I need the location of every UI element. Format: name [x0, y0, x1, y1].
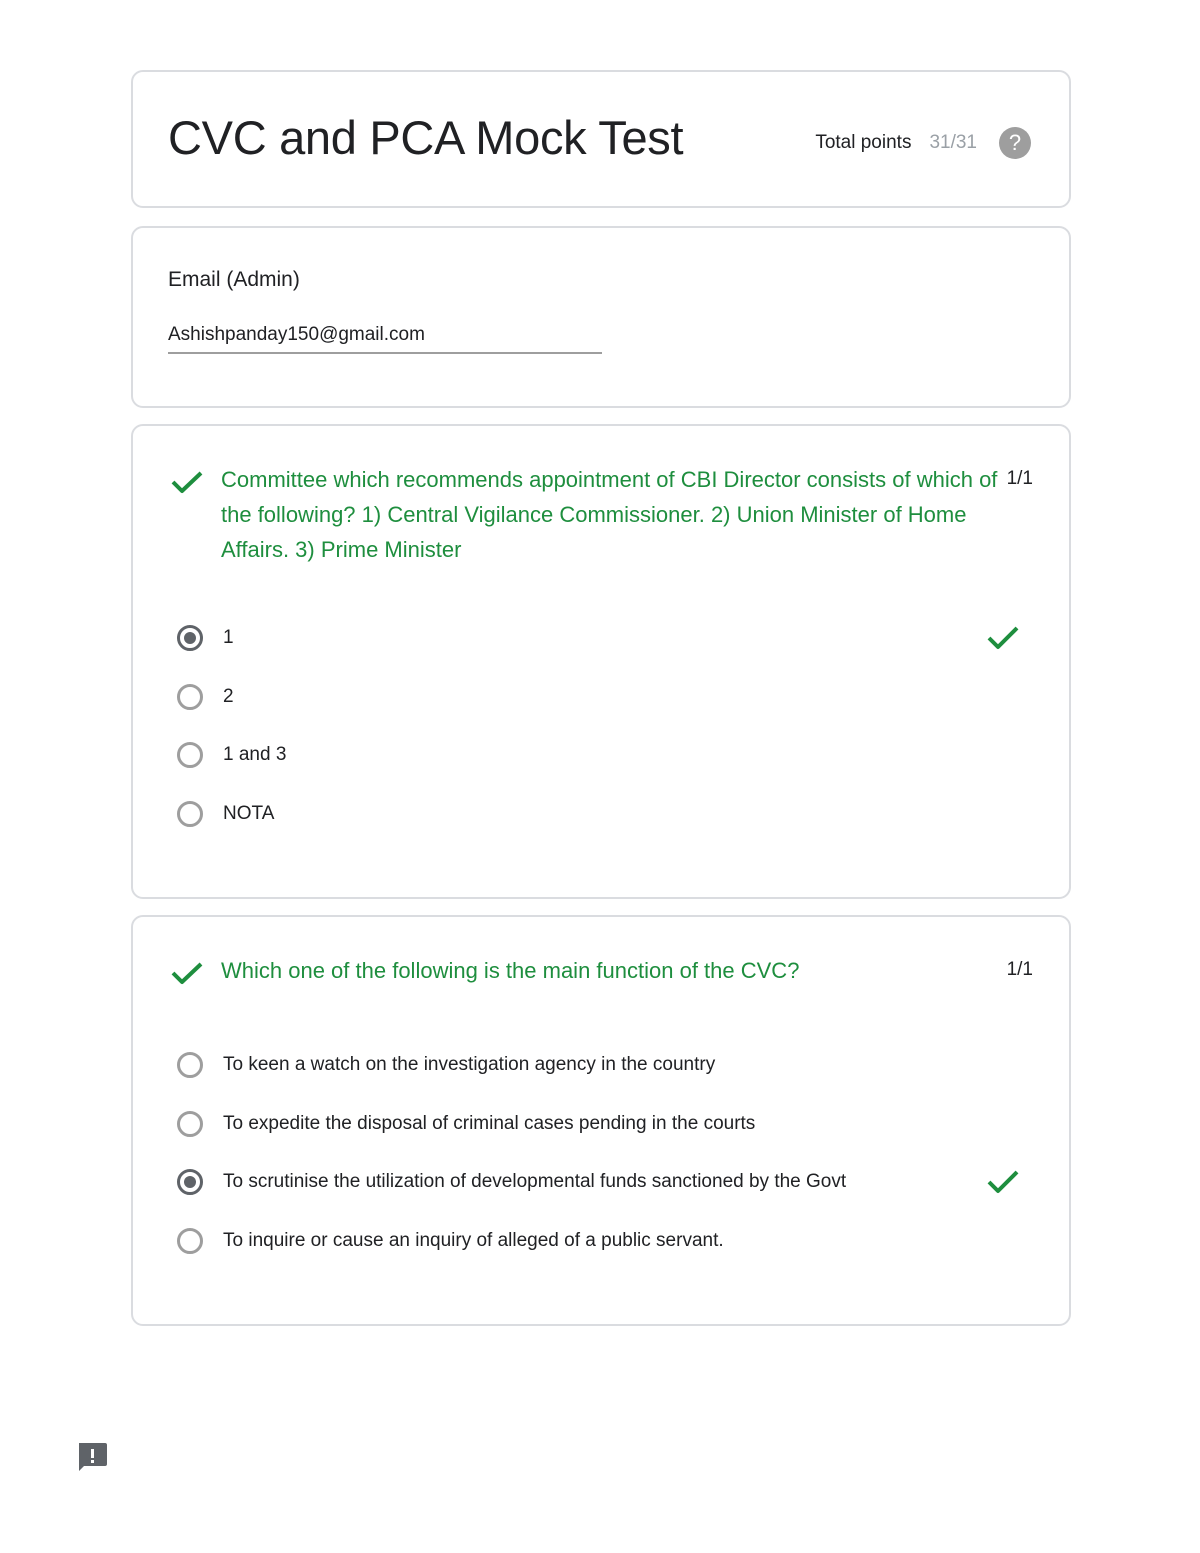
option-label: To keen a watch on the investigation agency in the country [223, 1054, 716, 1075]
option-label: NOTA [223, 803, 275, 824]
option-label: To expedite the disposal of criminal cases pending in the courts [223, 1113, 756, 1134]
radio-button[interactable] [177, 1111, 203, 1137]
radio-button[interactable] [177, 742, 203, 768]
email-field: Ashishpanday150@gmail.com [168, 324, 602, 354]
check-icon [171, 470, 203, 494]
option-3[interactable] [177, 737, 286, 773]
option-1[interactable] [177, 620, 234, 656]
question-title: Which one of the following is the main function of the CVC? [221, 958, 800, 983]
option-2[interactable] [177, 679, 234, 715]
email-card [131, 226, 1071, 408]
check-icon [171, 961, 203, 985]
question-title: Committee which recommends appointment of CBI Director consists of which of the following? 1) Central Vigilance Commissioner. 2) Union Minister of Home Affairs. 3) Prime Minister [221, 467, 998, 562]
check-icon [987, 1169, 1019, 1195]
option-label: 1 and 3 [223, 744, 287, 765]
option-1[interactable] [177, 1047, 715, 1083]
page-title: CVC and PCA Mock Test [168, 111, 684, 164]
form-header-card [131, 70, 1071, 208]
option-label: 2 [223, 686, 234, 707]
total-points-label: Total points [815, 132, 912, 153]
radio-button[interactable] [177, 1228, 203, 1254]
question-score: 1/1 [1006, 468, 1033, 489]
total-points-value: 31/31 [929, 132, 977, 153]
option-2[interactable] [177, 1106, 755, 1142]
radio-button-selected[interactable] [177, 625, 203, 651]
check-icon [987, 625, 1019, 651]
feedback-icon[interactable] [76, 1441, 108, 1473]
question-card-2 [131, 915, 1071, 1326]
radio-button[interactable] [177, 684, 203, 710]
option-label: To inquire or cause an inquiry of alleged of a public servant. [223, 1230, 724, 1251]
radio-button[interactable] [177, 1052, 203, 1078]
question-score: 1/1 [1006, 959, 1033, 980]
radio-button[interactable] [177, 801, 203, 827]
option-4[interactable] [177, 796, 274, 832]
option-4[interactable] [177, 1223, 724, 1259]
email-label: Email (Admin) [168, 268, 300, 291]
radio-button-selected[interactable] [177, 1169, 203, 1195]
help-icon[interactable]: ? [999, 127, 1031, 159]
option-label: To scrutinise the utilization of developmental funds sanctioned by the Govt [223, 1171, 847, 1192]
total-points [815, 126, 1031, 160]
option-3[interactable] [177, 1164, 846, 1200]
option-label: 1 [223, 627, 234, 648]
question-card-1 [131, 424, 1071, 899]
